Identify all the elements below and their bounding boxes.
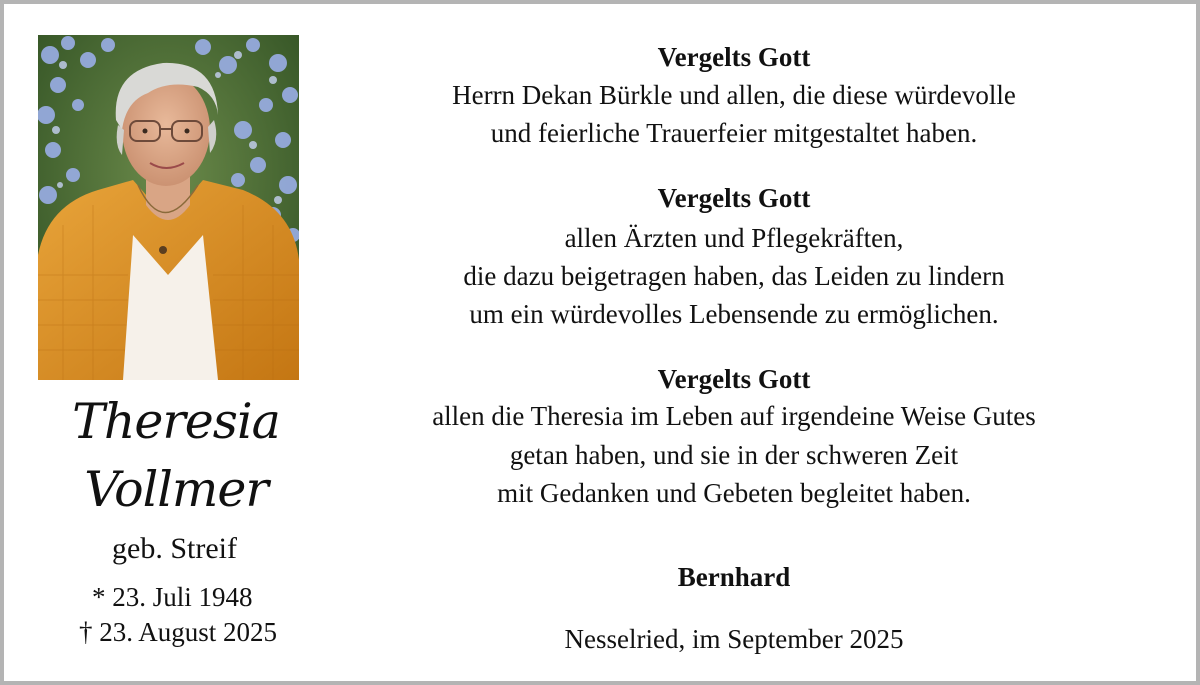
thanks-1-line-1: Herrn Dekan Bürkle und allen, die diese würdevolle — [452, 80, 1016, 110]
place-date: Nesselried, im September 2025 — [564, 624, 904, 654]
signature: Bernhard — [677, 562, 791, 592]
first-name: Theresia — [72, 393, 280, 450]
maiden-name: geb. Streif — [112, 532, 237, 565]
thanks-2-line-1: allen Ärzten und Pflegekräften, — [564, 223, 904, 253]
thanks-heading-3: Vergelts Gott — [657, 364, 811, 394]
thanks-2-line-2: die dazu beigetragen haben, das Leiden zu lindern — [463, 261, 1005, 291]
portrait-photo — [38, 35, 299, 380]
death-date: † 23. August 2025 — [79, 617, 278, 647]
thanks-heading-1: Vergelts Gott — [657, 42, 811, 72]
last-name: Vollmer — [84, 461, 268, 518]
birth-date: * 23. Juli 1948 — [92, 582, 253, 612]
thanks-2-line-3: um ein würdevolles Lebensende zu ermöglichen. — [469, 299, 999, 329]
thanks-3-line-1: allen die Theresia im Leben auf irgendeine Weise Gutes — [432, 401, 1036, 431]
thanks-heading-2: Vergelts Gott — [657, 183, 811, 213]
thanks-3-line-2: getan haben, und sie in der schweren Zeit — [509, 440, 959, 470]
thanks-3-line-3: mit Gedanken und Gebeten begleitet haben. — [497, 478, 971, 508]
thanks-1-line-2: und feierliche Trauerfeier mitgestaltet haben. — [490, 118, 978, 148]
